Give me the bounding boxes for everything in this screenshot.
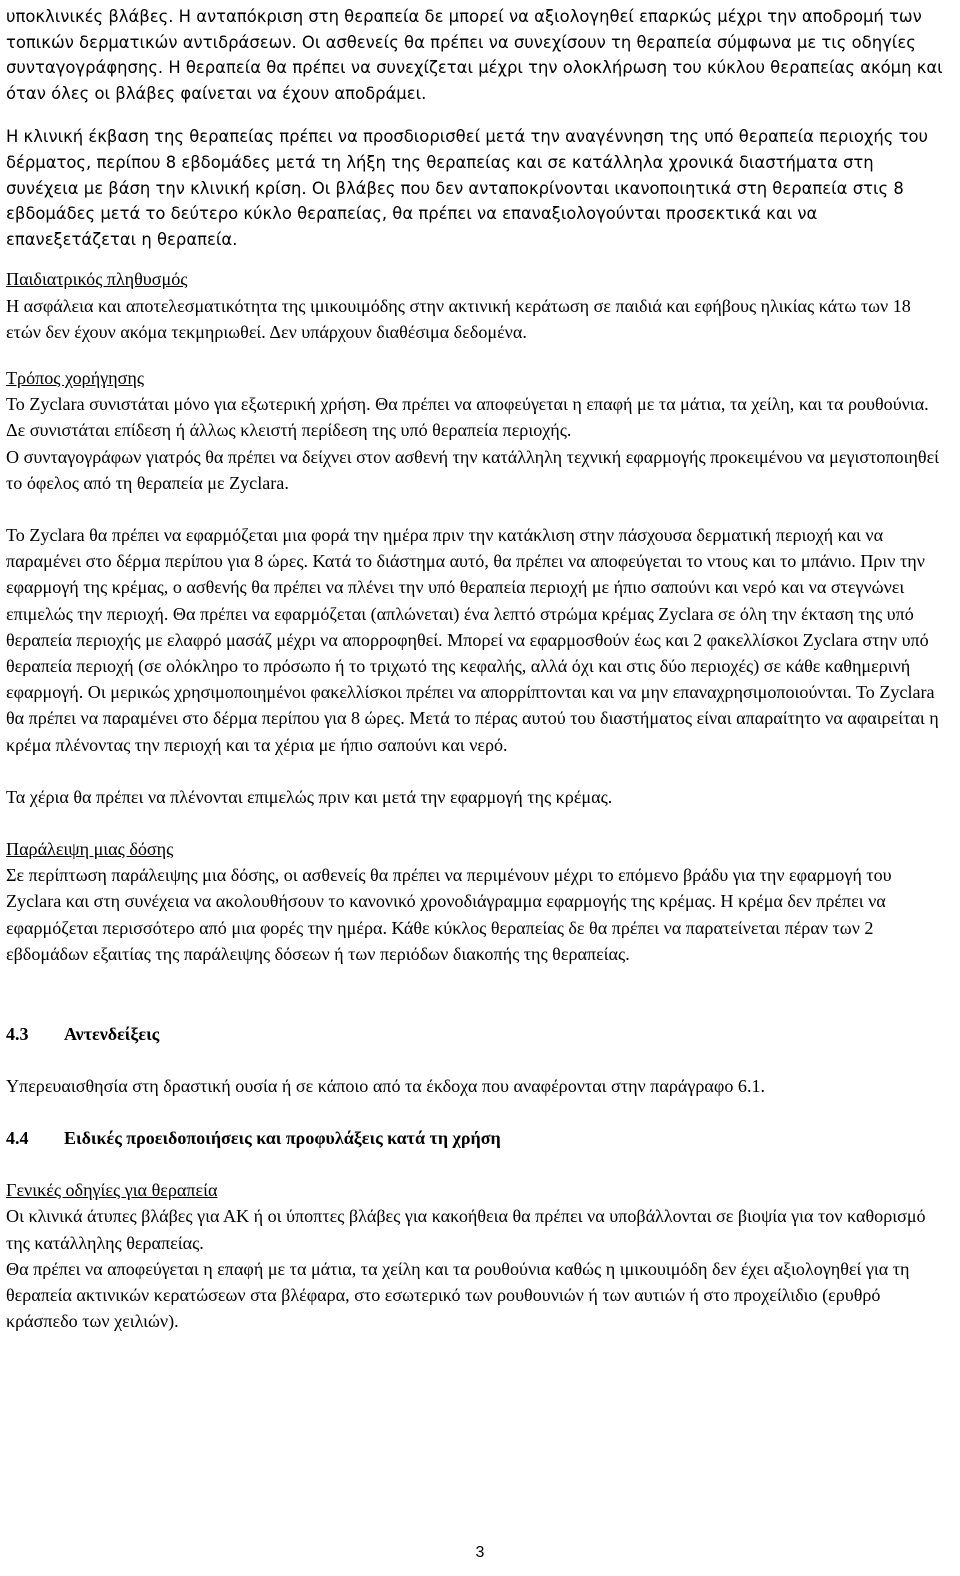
paragraph-hand-washing: Τα χέρια θα πρέπει να πλένονται επιμελώς πριν και μετά την εφαρμογή της κρέμας.: [6, 786, 613, 807]
paragraph-contraindications: Υπερευαισθησία στη δραστική ουσία ή σε κάποιο από τα έκδοχα που αναφέρονται στην παράγραφο 6.1.: [6, 1076, 766, 1097]
paragraph-technique: Ο συνταγογράφων γιατρός θα πρέπει να δείχνει στον ασθενή την κατάλληλη τεχνική εφαρμογής προκειμένου να μεγιστοποιηθεί το όφελος από τη θεραπεία με Zyclara.: [6, 446, 940, 493]
paragraph-occlusion: Δε συνιστάται επίδεση ή άλλως κλειστή περίδεση της υπό θεραπεία περιοχής.: [6, 420, 572, 441]
page-number: 3: [475, 1544, 485, 1561]
heading-administration: Τρόπος χορήγησης: [6, 367, 145, 388]
heading-section-4-3: [6, 1021, 950, 1047]
section-number: 4.3: [6, 1024, 29, 1045]
heading-section-4-4: [6, 1125, 950, 1151]
section-missed-dose: [6, 836, 950, 967]
paragraph-response: υποκλινικές βλάβες. Η ανταπόκριση στη θεραπεία δε μπορεί να αξιολογηθεί επαρκώς μέχρι την αποδρομή των τοπικών δερματικών αντιδράσεων. Οι ασθενείς θα πρέπει να συνεχίσουν τη θεραπεία σύμφωνα με τις οδηγίες συνταγογράφησης. Η θεραπεία θα πρέπει να συνεχίζεται μέχρι την ολοκλήρωση του κύκλου θεραπείας ακόμη και όταν όλες οι βλάβες φαίνεται να έχουν αποδράμει.: [6, 7, 943, 103]
section-number: 4.4: [6, 1128, 29, 1149]
paragraph-clinical-outcome: Η κλινική έκβαση της θεραπείας πρέπει να προσδιορισθεί μετά την αναγέννηση της υπό θεραπεία περιοχής του δέρματος, περίπου 8 εβδομάδες μετά τη λήξη της θεραπείας και σε κατάλληλα χρονικά διαστήματα στη συνέχεια με βάση την κλινική κρίση. Οι βλάβες που δεν ανταποκρίνονται ικανοποιητικά στη θεραπεία στις 8 εβδομάδες μετά το δεύτερο κύκλο θεραπείας, θα πρέπει να επαναξιολογούνται προσεκτικά και να επανεξετάζεται η θεραπεία.: [6, 127, 928, 249]
heading-general-guidance: Γενικές οδηγίες για θεραπεία: [6, 1180, 218, 1201]
section-title: Αντενδείξεις: [64, 1024, 160, 1045]
paragraph-pediatric: Η ασφάλεια και αποτελεσματικότητα της ιμικουιμόδης στην ακτινική κεράτωση σε παιδιά και εφήβους ηλικίας κάτω των 18 ετών δεν έχουν ακόμα τεκμηριωθεί. Δεν υπάρχουν διαθέσιμα δεδομένα.: [6, 295, 911, 342]
section-4-3: [6, 1021, 950, 1099]
paragraph-missed-dose: Σε περίπτωση παράλειψης μια δόσης, οι ασθενείς θα πρέπει να περιμένουν μέχρι το επόμενο βράδυ για την εφαρμογή του Zyclara και στη συνέχεια να ακολουθήσουν το κανονικό χρονοδιάγραμμα εφαρμογής της κρέμας. Η κρέμα δεν πρέπει να εφαρμόζεται περισσότερο από μια φορές την ημέρα. Κάθε κύκλος θεραπείας δε θα πρέπει να παρατείνεται πέραν των 2 εβδομάδων εξαιτίας της παράλειψης δόσεων ή των περιόδων διακοπής της θεραπείας.: [6, 865, 892, 964]
paragraph-biopsy: Οι κλινικά άτυπες βλάβες για ΑΚ ή οι ύποπτες βλάβες για κακοήθεια θα πρέπει να υποβάλλονται σε βιοψία για τον καθορισμό της κατάλληλης θεραπείας.: [6, 1206, 926, 1253]
paragraph-application: Το Zyclara θα πρέπει να εφαρμόζεται μια φορά την ημέρα πριν την κατάκλιση στην πάσχουσα δερματική περιοχή και να παραμένει στο δέρμα περίπου για 8 ώρες. Κατά το διάστημα αυτό, θα πρέπει να αποφεύγεται το ντους και το μπάνιο. Πριν την εφαρμογή της κρέμας, ο ασθενής θα πρέπει να πλένει την υπό θεραπεία περιοχή με ήπιο σαπούνι και νερό και να στεγνώνει επιμελώς την περιοχή. Θα πρέπει να εφαρμόζεται (απλώνεται) ένα λεπτό στρώμα κρέμας Zyclara σε όλη την έκταση της υπό θεραπεία περιοχής με ελαφρό μασάζ μέχρι να απορροφηθεί. Μπορεί να εφαρμοσθούν έως και 2 φακελλίσκοι Zyclara στην υπό θεραπεία περιοχή (σε ολόκληρο το πρόσωπο ή το τριχωτό της κεφαλής, αλλά όχι και στις δύο περιοχές) σε κάθε καθημερινή εφαρμογή. Οι μερικώς χρησιμοποιημένοι φακελλίσκοι πρέπει να απορρίπτονται και να μην επαναχρησιμοποιούνται. Το Zyclara θα πρέπει να παραμένει στο δέρμα περίπου για 8 ώρες. Μετά το πέρας αυτού του διαστήματος είναι απαραίτητο να αφαιρείται η κρέμα πλένοντας την περιοχή και τα χέρια με ήπιο σαπούνι και νερό.: [6, 524, 939, 755]
document-page: [6, 4, 950, 1334]
section-4-4: [6, 1125, 950, 1334]
heading-pediatric: Παιδιατρικός πληθυσμός: [6, 269, 188, 290]
section-pediatric: [6, 266, 950, 345]
section-administration: [6, 365, 950, 810]
paragraph-avoid-contact: Θα πρέπει να αποφεύγεται η επαφή με τα μάτια, τα χείλη και τα ρουθούνια καθώς η ιμικουιμόδη δεν έχει αξιολογηθεί για τη θεραπεία ακτινικών κερατώσεων στα βλέφαρα, στο εσωτερικό των ρουθουνιών ή των αυτιών ή στο προχείλιδιο (ερυθρό κράσπεδο των χειλιών).: [6, 1258, 910, 1332]
heading-missed-dose: Παράλειψη μιας δόσης: [6, 839, 174, 859]
section-title: Ειδικές προειδοποιήσεις και προφυλάξεις κατά τη χρήση: [64, 1128, 501, 1149]
paragraph-external-use: Το Zyclara συνιστάται μόνο για εξωτερική χρήση. Θα πρέπει να αποφεύγεται η επαφή με τα μάτια, τα χείλη, και τα ρουθούνια.: [6, 394, 929, 415]
